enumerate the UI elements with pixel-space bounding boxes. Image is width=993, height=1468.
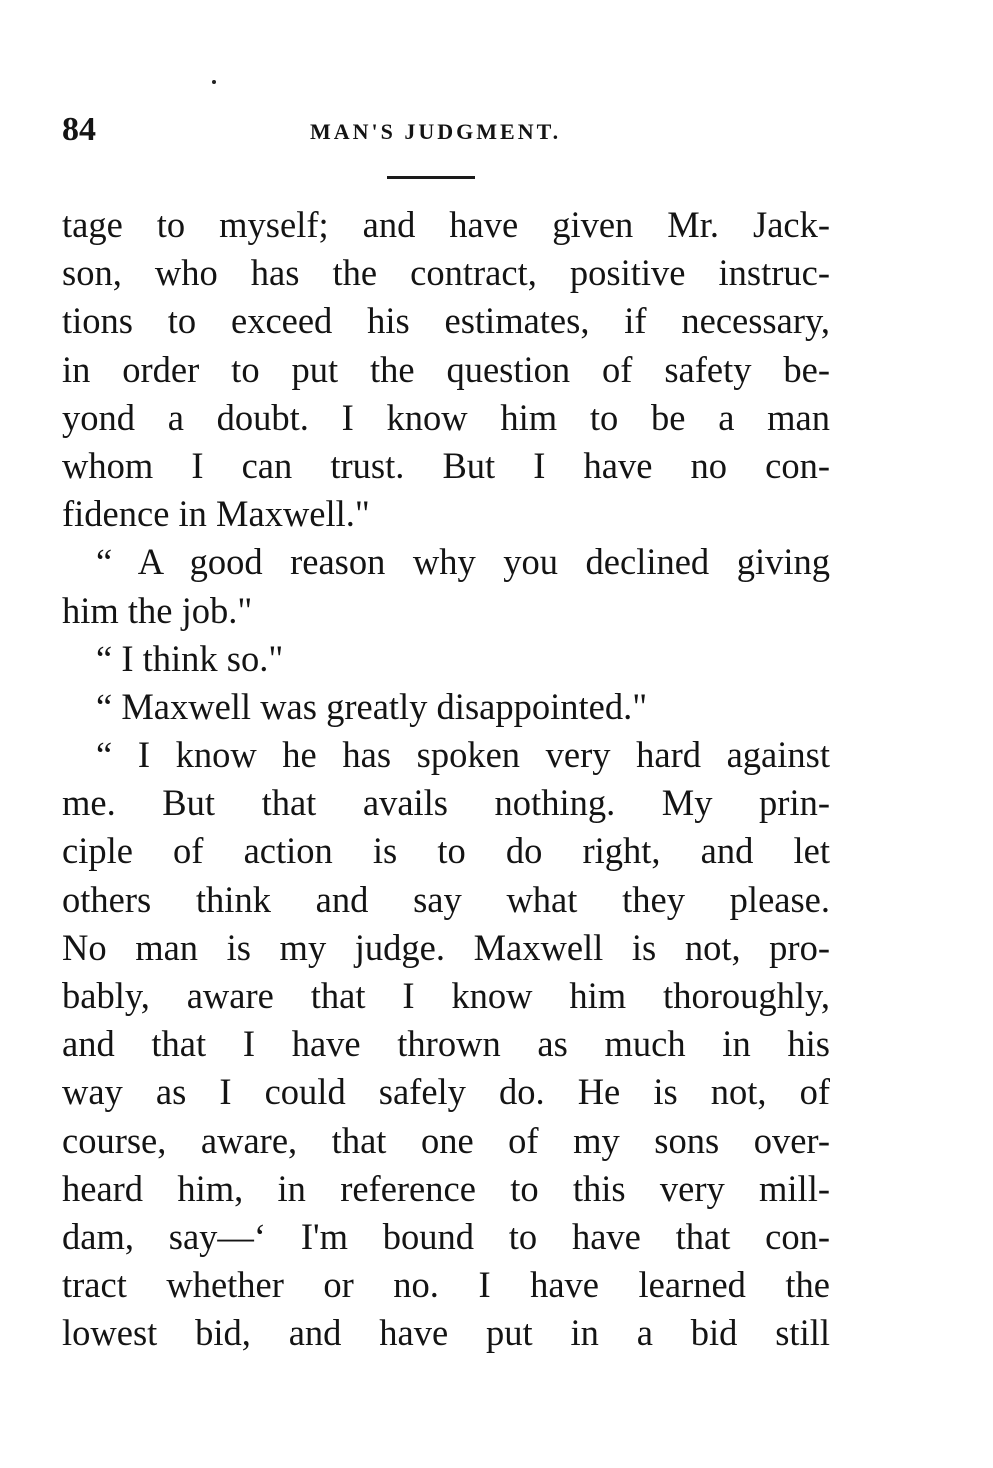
text-line: ciple of action is to do right, and let bbox=[62, 830, 830, 872]
text-line: him the job." bbox=[62, 589, 253, 631]
page-number: 84 bbox=[62, 111, 96, 148]
text-line: lowest bid, and have put in a bid still bbox=[62, 1312, 830, 1354]
text-line: bably, aware that I know him thoroughly, bbox=[62, 975, 830, 1016]
text-line: “ I think so." bbox=[96, 637, 284, 679]
text-line: son, who has the contract, positive instruc- bbox=[62, 252, 830, 294]
text-line: yond a doubt. I know him to be a man bbox=[62, 396, 830, 438]
text-line: “ I know he has spoken very hard against bbox=[96, 734, 830, 776]
header-rule bbox=[387, 176, 475, 179]
ink-speck bbox=[212, 80, 216, 84]
text-line: tract whether or no. I have learned the bbox=[62, 1264, 830, 1306]
text-line: course, aware, that one of my sons over- bbox=[62, 1119, 830, 1161]
text-line: tions to exceed his estimates, if necessary, bbox=[62, 300, 830, 342]
running-title: MAN'S JUDGMENT. bbox=[310, 119, 562, 144]
text-line: fidence in Maxwell." bbox=[62, 493, 370, 535]
text-line: tage to myself; and have given Mr. Jack- bbox=[62, 204, 830, 245]
text-line: heard him, in reference to this very mill- bbox=[62, 1167, 830, 1209]
text-line: “ A good reason why you declined giving bbox=[96, 541, 830, 583]
text-line: dam, say—‘ I'm bound to have that con- bbox=[62, 1215, 830, 1257]
text-line: in order to put the question of safety be- bbox=[62, 348, 830, 390]
text-line: “ Maxwell was greatly disappointed." bbox=[96, 685, 648, 727]
page-header bbox=[62, 108, 827, 152]
text-line: me. But that avails nothing. My prin- bbox=[62, 782, 830, 824]
body-text bbox=[62, 201, 830, 1358]
text-line: way as I could safely do. He is not, of bbox=[62, 1071, 830, 1113]
text-line: No man is my judge. Maxwell is not, pro- bbox=[62, 926, 830, 968]
text-line: and that I have thrown as much in his bbox=[62, 1023, 830, 1065]
text-line: whom I can trust. But I have no con- bbox=[62, 444, 830, 486]
text-line: others think and say what they please. bbox=[62, 878, 830, 920]
